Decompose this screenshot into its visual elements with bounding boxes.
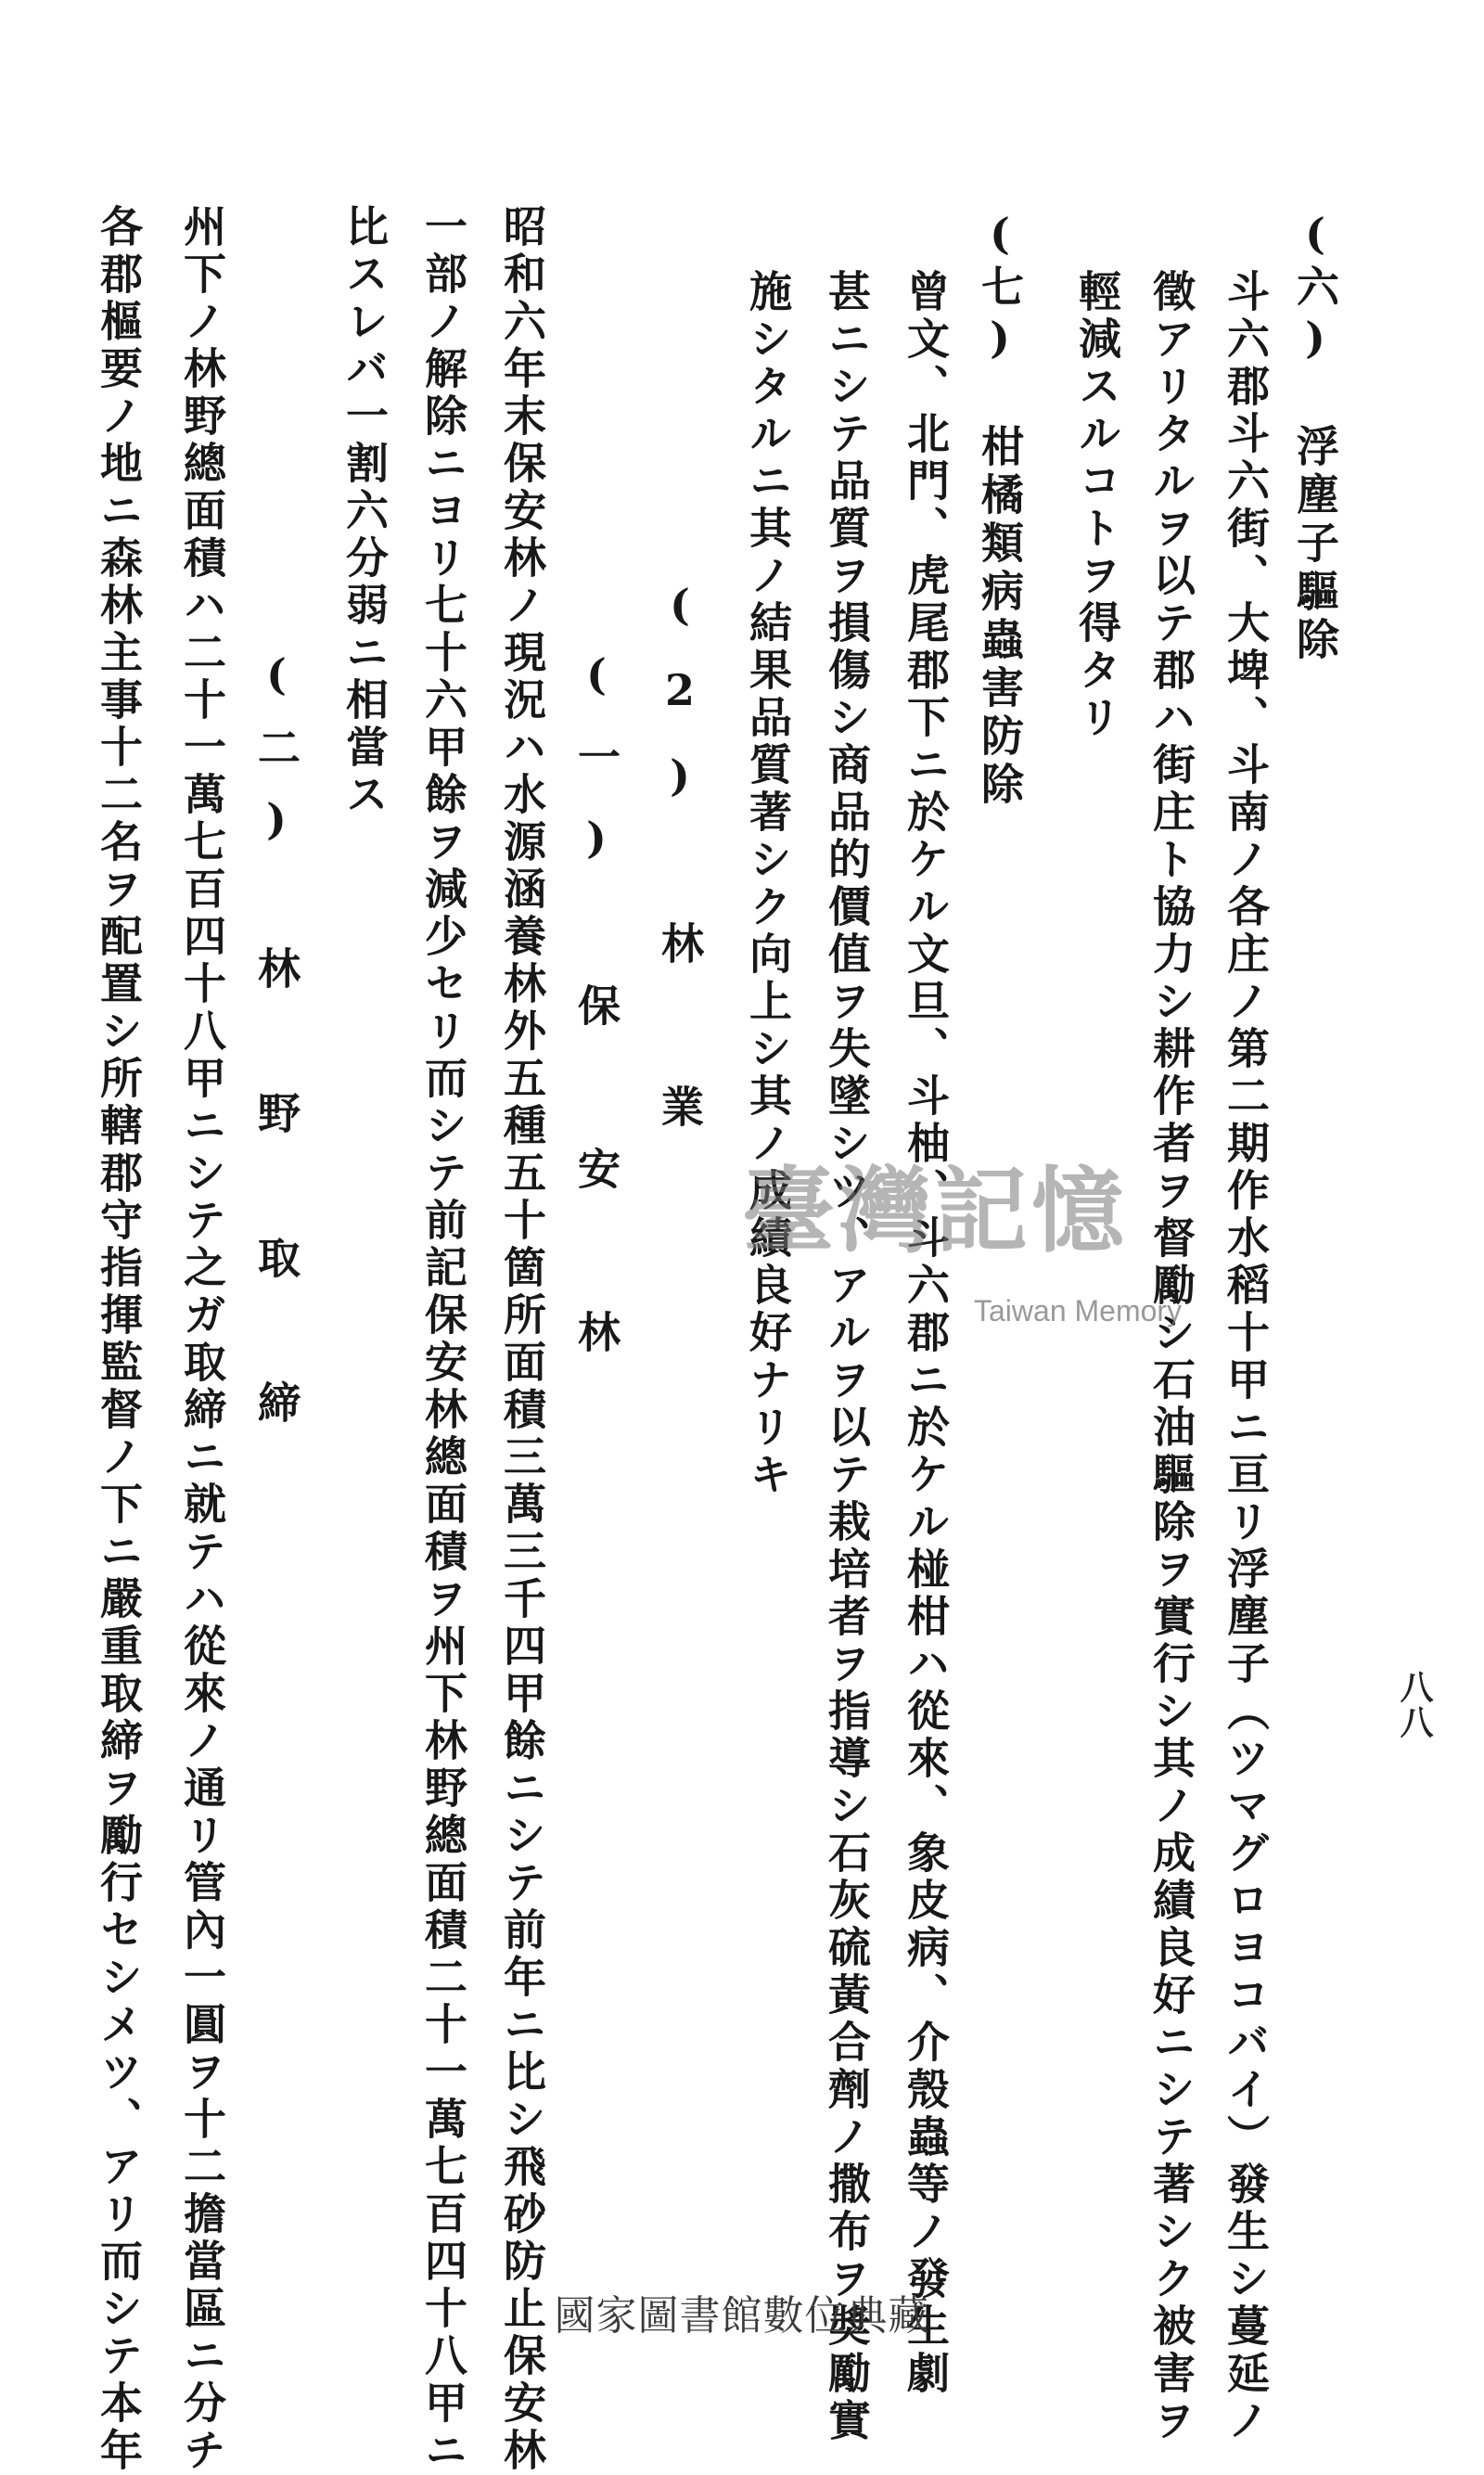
text-column: 施シタルニ其ノ結果品質著シク向上シ其ノ成績良好ナリキ	[743, 269, 793, 1499]
text-column: 一部ノ解除ニヨリ七十六甲餘ヲ減少セリ而シテ前記保安林總面積ヲ州下林野總面積二十一萬七百四十八甲ニ	[418, 204, 468, 2475]
text-column: 曾文、北門、虎尾郡下ニ於ケル文旦、斗柚、斗六郡ニ於ケル椪柑ハ從來、象皮病、介殼蟲等ノ發生劇	[901, 269, 951, 2398]
section-heading-protection-forest: (一) 保 安 林	[571, 649, 621, 1388]
text-column: 輕減スルコトヲ得タリ	[1072, 269, 1122, 742]
footer-archive-label: 國家圖書館數位典藏	[554, 2293, 930, 2339]
text-column: 各郡樞要ノ地ニ森林主事十二名ヲ配置シ所轄郡守指揮監督ノ下ニ嚴重取締ヲ勵行セシメツ、アリ而シテ本年	[94, 204, 144, 2475]
page-number: 八八	[1395, 1670, 1434, 1740]
text-column: 州下ノ林野總面積ハ二十一萬七百四十八甲ニシテ之ガ取締ニ就テハ從來ノ通リ管內一圓ヲ十二擔當區ニ分チ	[177, 204, 227, 2475]
text-column: 昭和六年末保安林ノ現況ハ水源涵養林外五種五十箇所面積三萬三千四甲餘ニシテ前年ニ比シ飛砂防止保安林	[497, 204, 547, 2475]
text-column: 斗六郡斗六街、大埤、斗南ノ各庄ノ第二期作水稻十甲ニ亘リ浮塵子（ツマグロヨコバイ）發生シ蔓延ノ	[1221, 269, 1271, 2445]
text-column: 甚ニシテ品質ヲ損傷シ商品的價值ヲ失墜シツ、アルヲ以テ栽培者ヲ指導シ石灰硫黃合劑ノ撒布ヲ奬勵實	[822, 269, 872, 2445]
watermark-subtitle: Taiwan Memory	[974, 1294, 1183, 1327]
text-column: 比スレバ一割六分弱ニ相當ス	[339, 204, 390, 819]
section-heading-6: (六) 浮塵子驅除	[1290, 209, 1340, 665]
section-heading-forestry: (2) 林 業	[655, 580, 705, 1162]
section-heading-7: (七) 柑橘類病蟲害防除	[975, 209, 1025, 810]
text-column: 徵アリタルヲ以テ郡ハ街庄ト協力シ耕作者ヲ督勵シ石油驅除ヲ實行シ其ノ成績良好ニシテ著シク被害ヲ	[1146, 269, 1196, 2445]
section-heading-forest-control: (二) 林 野 取 締	[251, 649, 301, 1449]
watermark-title: 臺灣記憶	[742, 1156, 1128, 1265]
watermark-logo	[742, 1156, 1206, 1327]
